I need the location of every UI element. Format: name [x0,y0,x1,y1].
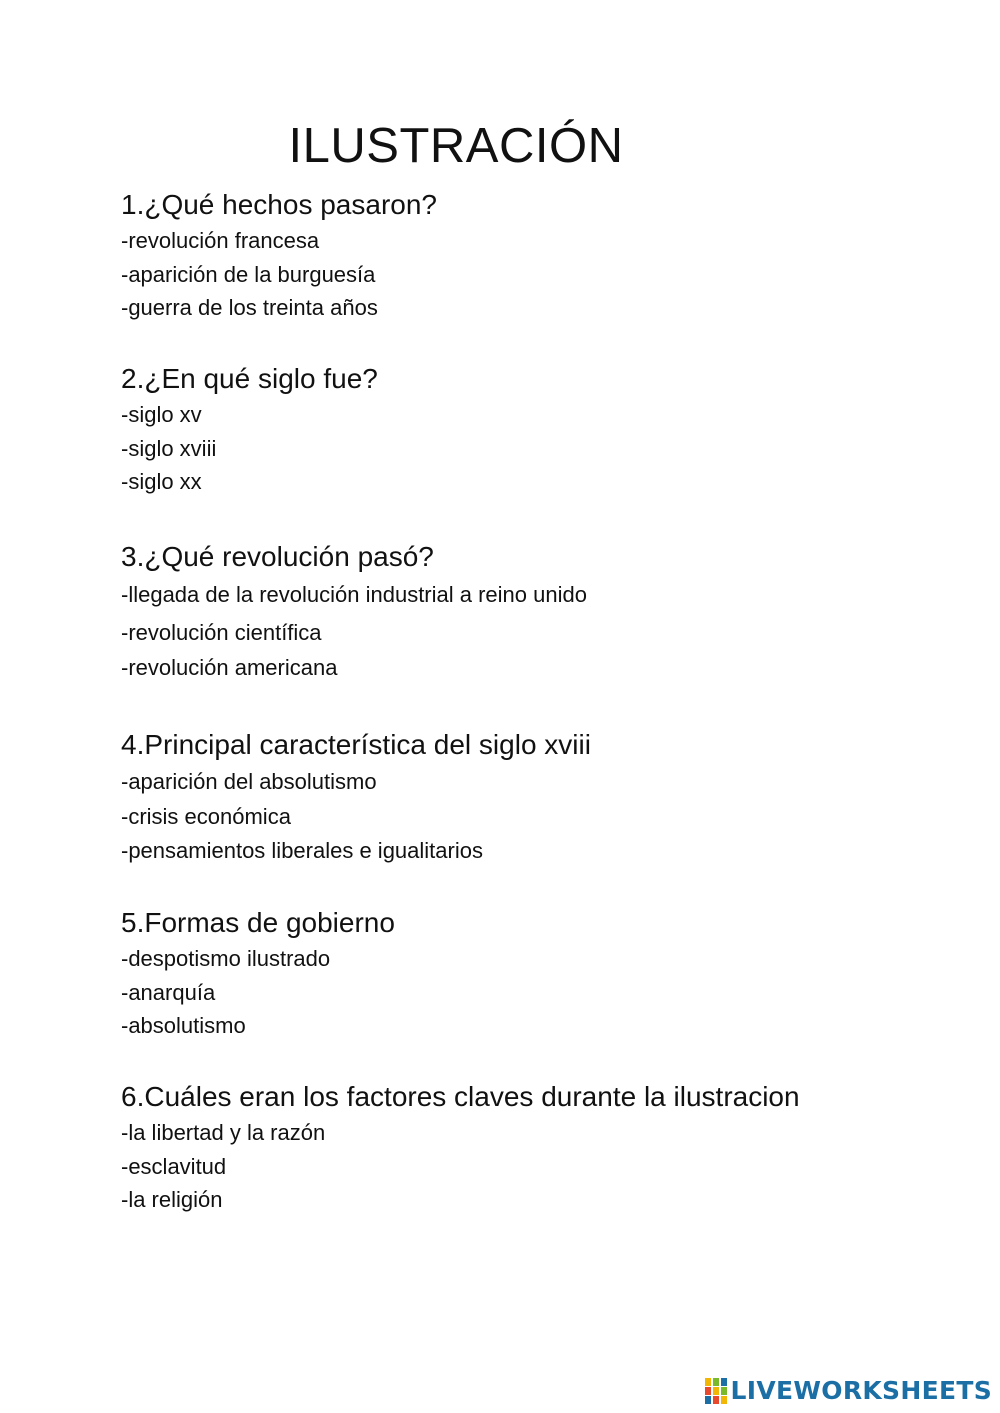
answer-option[interactable]: -aparición del absolutismo [121,769,377,794]
options-list-1 [121,224,437,325]
answer-option[interactable]: -la libertad y la razón [121,1120,326,1145]
answer-option[interactable]: -revolución francesa [121,228,320,253]
answer-option[interactable]: -guerra de los treinta años [121,295,378,320]
question-1: 1.¿Qué hechos pasaron? [121,189,437,220]
answer-option[interactable]: -crisis económica [121,804,291,829]
answer-option[interactable]: -absolutismo [121,1013,246,1038]
liveworksheets-logo-icon [705,1378,727,1404]
answer-option[interactable]: -revolución americana [121,655,338,680]
options-list-2 [121,398,378,499]
page-title: ILUSTRACIÓN [288,119,624,173]
question-block-1 [121,188,437,325]
answer-option[interactable]: -la religión [121,1187,223,1212]
options-list-4 [121,764,591,867]
question-4: 4.Principal característica del siglo xviii [121,729,591,760]
answer-option[interactable]: -revolución científica [121,620,322,645]
question-2: 2.¿En qué siglo fue? [121,363,378,394]
question-block-4 [121,728,591,867]
answer-option[interactable]: -anarquía [121,979,216,1005]
question-block-2 [121,362,378,499]
question-block-5 [121,906,395,1043]
question-block-3 [121,540,587,685]
brand-name: LIVEWORKSHEETS [730,1376,992,1405]
answer-option[interactable]: -siglo xviii [121,435,217,461]
answer-option[interactable]: -siglo xv [121,402,202,427]
answer-option[interactable]: -esclavitud [121,1153,227,1179]
question-6: 6.Cuáles eran los factores claves durante la ilustracion [121,1081,800,1112]
answer-option[interactable]: -llegada de la revolución industrial a reino unido [121,582,587,607]
answer-option[interactable]: -aparición de la burguesía [121,261,376,287]
question-3: 3.¿Qué revolución pasó? [121,541,434,572]
answer-option[interactable]: -despotismo ilustrado [121,946,331,971]
answer-option[interactable]: -pensamientos liberales e igualitarios [121,837,483,863]
question-5: 5.Formas de gobierno [121,907,395,938]
answer-option[interactable]: -siglo xx [121,469,202,494]
question-block-6 [121,1080,800,1217]
options-list-6 [121,1116,800,1217]
footer-brand [705,1376,992,1405]
options-list-3 [121,576,587,685]
options-list-5 [121,942,395,1043]
